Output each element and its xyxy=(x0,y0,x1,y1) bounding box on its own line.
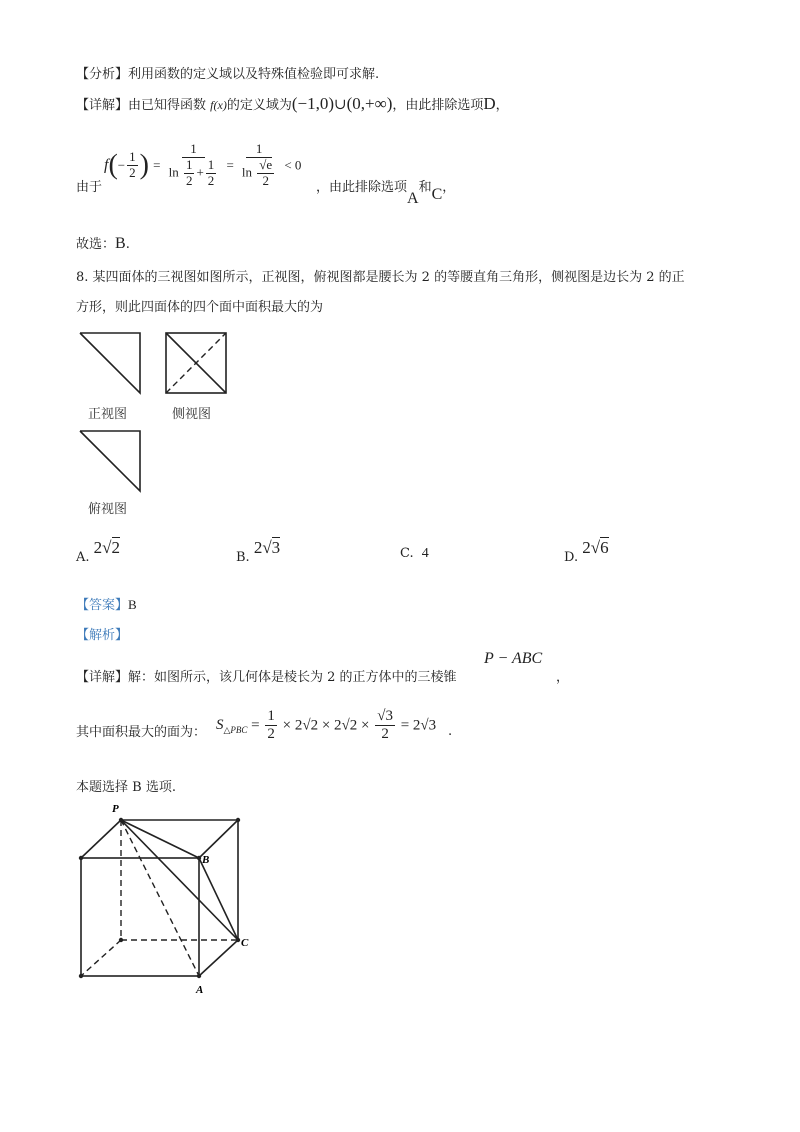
choose-line xyxy=(76,233,130,253)
option-A-letter: A. xyxy=(76,550,90,565)
detail1-mid: 的定义域为 xyxy=(226,98,292,113)
choose-dot: . xyxy=(125,237,130,252)
detail2-end: ， xyxy=(442,180,456,195)
union-symbol: ∪ xyxy=(334,97,347,113)
option-B: B. 2√3 xyxy=(236,538,281,565)
interval-right: (0,+∞) xyxy=(346,94,393,113)
detail1-line xyxy=(76,94,509,114)
area-S: S xyxy=(216,717,224,734)
area-product: × 2√2 × 2√2 × xyxy=(282,717,370,734)
area-half-den: 2 xyxy=(267,726,275,743)
vertex-P-label: P xyxy=(112,803,119,815)
half-num: 1 xyxy=(185,156,193,172)
question8-line1: 8. 某四面体的三视图如图所示，正视图，俯视图都是腰长为 2 的等腰直角三角形，侧视图是边长为 2 的正 xyxy=(76,270,685,285)
question8-line2: 方形，则此四面体的四个面中面积最大的为 xyxy=(76,300,324,315)
option-C-value: 4 xyxy=(421,546,429,561)
area-prefix: 其中面积最大的面为： xyxy=(76,725,207,740)
area-result: = 2√3 xyxy=(400,717,437,734)
detail1-tail: ，由此排除选项 xyxy=(392,98,484,113)
detail3-text: 解：如图所示，该几何体是棱长为 2 的正方体中的三棱锥 xyxy=(128,670,457,685)
arg-numerator: 1 xyxy=(129,148,136,164)
detail2-tail: ，由此排除选项 xyxy=(316,180,408,195)
area-sqrt3-num: √3 xyxy=(375,708,395,726)
detail3-tag: 【详解】 xyxy=(76,670,129,685)
option-A: A. 2√2 xyxy=(76,538,121,565)
half-den: 2 xyxy=(185,172,193,188)
side-view-label: 侧视图 xyxy=(172,407,212,422)
eq-sign-2: = xyxy=(226,157,234,173)
detail1-end: ， xyxy=(495,98,509,113)
option-C-letter: C. xyxy=(400,546,414,561)
area-half-num: 1 xyxy=(265,708,277,726)
front-view-label: 正视图 xyxy=(88,407,128,422)
option-D-coef: 2 xyxy=(582,538,591,557)
half2-num: 1 xyxy=(207,156,215,172)
answer-line xyxy=(76,594,137,613)
area-eq: = xyxy=(251,717,260,734)
option-B-rad: 3 xyxy=(271,538,281,557)
option-B-letter: B. xyxy=(236,550,250,565)
vertex-C-label: C xyxy=(241,937,249,949)
top-view-triangle xyxy=(80,431,140,491)
ln-2: ln xyxy=(241,164,253,180)
interval-left: (−1,0) xyxy=(291,94,335,113)
and-text: 和 xyxy=(418,180,432,195)
detail1-tag: 【详解】 xyxy=(76,98,129,113)
area-formula xyxy=(216,708,436,744)
option-A-rad: 2 xyxy=(111,538,121,557)
area-subscript: △PBC xyxy=(223,725,248,736)
youyu-label: 由于 xyxy=(76,180,103,195)
analysis-text: 利用函数的定义域以及特殊值检验即可求解. xyxy=(128,67,380,82)
choose-answer: B xyxy=(115,235,126,252)
plus-sign: + xyxy=(196,164,204,180)
explanation-tag: 【解析】 xyxy=(76,628,129,643)
f-expression: f(− $\frac{1}{2}$ ) = 1 ln $\frac{1}{2}$ + $\frac{1}{2}$ = 1 ln $\frac{√e}{2}$ < 0 xyxy=(104,141,302,188)
detail3-end: ， xyxy=(556,670,570,685)
detail2-tail-line xyxy=(316,176,456,207)
sqrt-e: √e xyxy=(259,156,273,172)
eq-sign: = xyxy=(153,157,161,173)
option-D-rad: 6 xyxy=(600,538,609,557)
answer-tag: 【答案】 xyxy=(76,598,129,613)
less-than-zero: < 0 xyxy=(284,157,302,173)
cube-figure xyxy=(70,800,270,1000)
analysis-line xyxy=(76,63,379,82)
choose-text: 故选： xyxy=(76,237,116,252)
option-A-coef: 2 xyxy=(93,538,103,557)
option-D-ref: D xyxy=(483,94,496,113)
ln-1: ln xyxy=(168,164,179,180)
option-D: D. 2√6 xyxy=(564,538,609,565)
option-C-ref: C xyxy=(431,186,443,203)
area-end: . xyxy=(448,724,453,739)
option-A-ref: A xyxy=(407,190,419,207)
frac2-numerator: 1 xyxy=(246,142,273,158)
top-view-label: 俯视图 xyxy=(88,502,128,517)
f-symbol: f xyxy=(104,156,109,174)
front-view-triangle xyxy=(80,333,140,393)
analysis-tag: 【分析】 xyxy=(76,67,129,82)
sqrt-e-den: 2 xyxy=(262,172,269,188)
arg-denominator: 2 xyxy=(129,164,136,180)
pyramid-label: P − ABC xyxy=(484,650,543,667)
frac1-numerator: 1 xyxy=(182,142,205,158)
vertex-A-label: A xyxy=(196,984,204,996)
three-views-figure xyxy=(70,325,240,520)
side-view-square xyxy=(166,333,226,393)
option-C xyxy=(400,546,429,562)
detail1-lead: 由已知得函数 xyxy=(128,98,207,113)
area-sqrt3-den: 2 xyxy=(381,726,389,743)
answer-value: B xyxy=(128,597,137,612)
option-B-coef: 2 xyxy=(253,538,263,557)
vertex-B-label: B xyxy=(202,854,210,866)
fx-symbol: f(x) xyxy=(210,98,227,112)
conclusion: 本题选择 B 选项. xyxy=(76,780,176,795)
half2-den: 2 xyxy=(207,172,215,188)
detail3-line xyxy=(76,666,457,685)
option-D-letter: D. xyxy=(564,550,579,565)
